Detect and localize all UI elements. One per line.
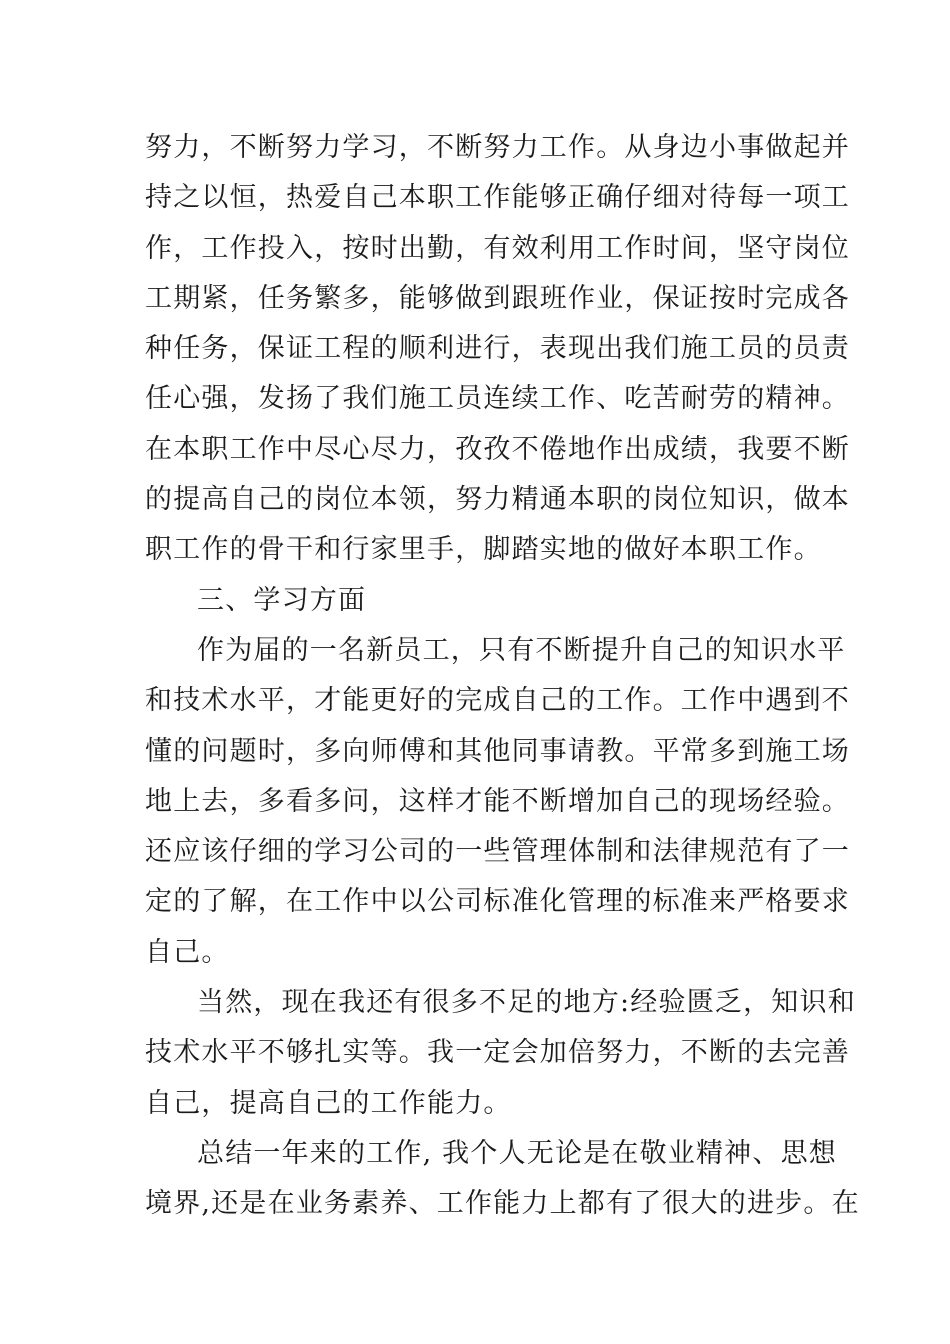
text-line: 持之以恒，热爱自己本职工作能够正确仔细对待每一项工 [145,182,850,214]
text-line: 任心强，发扬了我们施工员连续工作、吃苦耐劳的精神。 [145,383,850,415]
paragraph-start: 作为届的一名新员工，只有不断提升自己的知识水平 [197,634,846,666]
body-text [145,123,860,1230]
text-line: 地上去，多看多问，这样才能不断增加自己的现场经验。 [145,785,850,817]
text-line: 技术水平不够扎实等。我一定会加倍努力，不断的去完善 [145,1037,850,1069]
text-line: 职工作的骨干和行家里手，脚踏实地的做好本职工作。 [145,534,822,566]
text-line: 在本职工作中尽心尽力，孜孜不倦地作出成绩，我要不断 [145,433,850,465]
text-line: 自己，提高自己的工作能力。 [145,1087,512,1119]
text-line: 境界,还是在业务素养、工作能力上都有了很大的进步。在 [145,1188,860,1220]
paragraph-start: 当然，现在我还有很多不足的地方:经验匮乏，知识和 [197,987,856,1019]
text-line: 定的了解，在工作中以公司标准化管理的标准来严格要求 [145,886,850,918]
text-line: 自己。 [145,936,230,968]
text-line: 还应该仔细的学习公司的一些管理体制和法律规范有了一 [145,836,850,868]
text-line: 工期紧，任务繁多，能够做到跟班作业，保证按时完成各 [145,282,850,314]
text-line: 作，工作投入，按时出勤，有效利用工作时间，坚守岗位 [145,232,850,264]
section-heading: 三、学习方面 [197,584,367,616]
text-line: 努力，不断努力学习，不断努力工作。从身边小事做起并 [145,132,850,163]
paragraph-start: 总结一年来的工作, 我个人无论是在敬业精神、思想 [197,1137,837,1169]
text-line: 懂的问题时，多向师傅和其他同事请教。平常多到施工场 [145,735,850,767]
text-line: 种任务，保证工程的顺利进行，表现出我们施工员的员责 [145,333,850,365]
text-line: 和技术水平，才能更好的完成自己的工作。工作中遇到不 [145,685,850,717]
text-line: 的提高自己的岗位本领，努力精通本职的岗位知识，做本 [145,484,850,516]
